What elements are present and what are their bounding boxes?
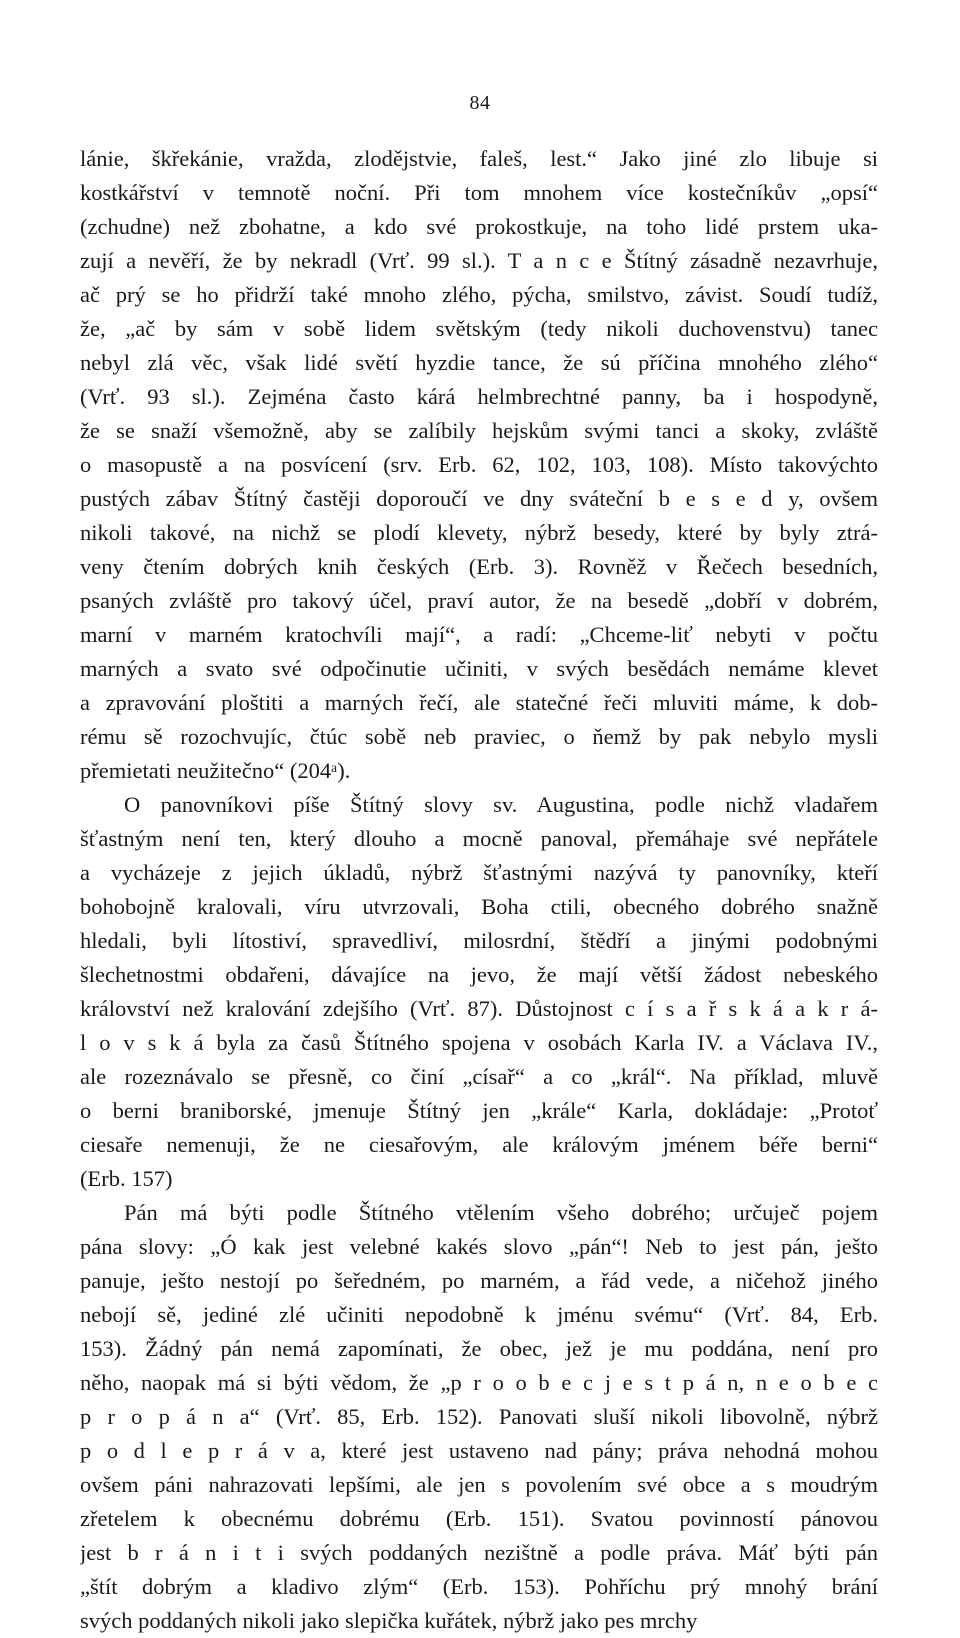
text-line: pustých zábav Štítný častěji doporoučí ve dny sváteční b e s e d y, ovšem xyxy=(80,486,878,511)
text-line: ciesaře nemenuji, že ne ciesařovým, ale královým jménem béře berni“ xyxy=(80,1132,878,1157)
text-line: zují a nevěří, že by nekradl (Vrť. 99 sl.). T a n c e Štítný zásadně nezavrhuje, xyxy=(80,248,878,273)
text-line: ale rozeznávalo se přesně, co činí „císař“ a co „král“. Na příklad, mluvě xyxy=(80,1064,878,1089)
text-line: zřetelem k obecnému dobrému (Erb. 151). Svatou povinností pánovou xyxy=(80,1506,878,1531)
text-line: šťastným není ten, který dlouho a mocně panoval, přemáhaje své nepřátele xyxy=(80,826,878,851)
text-line: (zchudne) než zbohatne, a kdo své prokostkuje, na toho lidé prstem uka- xyxy=(80,214,878,239)
text-line: 153). Žádný pán nemá zapomínati, že obec, jež je mu poddána, není pro xyxy=(80,1336,878,1361)
text-line: nebyl zlá věc, však lidé světí hyzdie tance, že sú příčina mnohého zlého“ xyxy=(80,350,878,375)
text-line: Pán má býti podle Štítného vtělením všeho dobrého; určuječ pojem xyxy=(124,1200,878,1225)
text-line: veny čtením dobrých knih českých (Erb. 3). Rovněž v Řečech besedních, xyxy=(80,554,878,579)
text-line: že, „ač by sám v sobě lidem světským (tedy nikoli duchovenstvu) tanec xyxy=(80,316,878,341)
text-line: (Erb. 157) xyxy=(80,1166,173,1191)
paragraph xyxy=(80,1196,878,1638)
text-line: p o d l e p r á v a, které jest ustaveno nad pány; práva nehodná mohou xyxy=(80,1438,878,1463)
text-line: l o v s k á byla za časů Štítného spojena v osobách Karla IV. a Václava IV., xyxy=(80,1030,878,1055)
body-text xyxy=(80,142,878,1638)
paragraph xyxy=(80,142,878,788)
text-line: marní v marném kratochvíli mají“, a radí: „Chceme-liť nebyti v počtu xyxy=(80,622,878,647)
text-line: „štít dobrým a kladivo zlým“ (Erb. 153). Pohříchu prý mnohý brání xyxy=(80,1574,878,1599)
text-line: rému sě rozochvujíc, čtúc sobě neb praviec, o ňemž by pak nebylo mysli xyxy=(80,724,878,749)
text-line: ač prý se ho přidrží také mnoho zlého, pýcha, smilstvo, závist. Soudí tudíž, xyxy=(80,282,878,307)
text-line: že se snaží všemožně, aby se zalíbily hejskům svými tanci a skoky, zvláště xyxy=(80,418,878,443)
text-line: království než kralování zdejšího (Vrť. 87). Důstojnost c í s a ř s k á a k r á- xyxy=(80,996,878,1021)
text-line: nikoli takové, na nichž se plodí klevety, nýbrž besedy, které by byly ztrá- xyxy=(80,520,878,545)
text-line: ovšem páni nahrazovati lepšími, ale jen s povolením své obce a s moudrým xyxy=(80,1472,878,1497)
text-line: nebojí sě, jediné zlé učiniti nepodobně k jménu svému“ (Vrť. 84, Erb. xyxy=(80,1302,878,1327)
text-line: přemietati neužitečno“ (204ᵃ). xyxy=(80,758,351,783)
text-line: p r o p á n a“ (Vrť. 85, Erb. 152). Panovati sluší nikoli libovolně, nýbrž xyxy=(80,1404,878,1429)
text-line: bohobojně kralovali, víru utvrzovali, Boha ctili, obecného dobrého snažně xyxy=(80,894,878,919)
paragraph xyxy=(80,788,878,1196)
text-line: lánie, škřekánie, vražda, zlodějstvie, faleš, lest.“ Jako jiné zlo libuje si xyxy=(80,146,878,171)
text-line: marných a svato své odpočinutie učiniti, v svých besědách nemáme klevet xyxy=(80,656,878,681)
text-line: svých poddaných nikoli jako slepička kuřátek, nýbrž jako pes mrchy xyxy=(80,1608,698,1633)
text-line: O panovníkovi píše Štítný slovy sv. Augustina, podle nichž vladařem xyxy=(124,792,878,817)
text-line: pána slovy: „Ó kak jest velebné kakés slovo „pán“! Neb to jest pán, ješto xyxy=(80,1234,878,1259)
text-line: něho, naopak má si býti vědom, že „p r o o b e c j e s t p á n, n e o b e c xyxy=(80,1370,878,1395)
text-line: o masopustě a na posvícení (srv. Erb. 62, 102, 103, 108). Místo takovýchto xyxy=(80,452,878,477)
text-line: jest b r á n i t i svých poddaných nezištně a podle práva. Máť býti pán xyxy=(80,1540,878,1565)
text-line: (Vrť. 93 sl.). Zejména často kárá helmbrechtné panny, ba i hospodyně, xyxy=(80,384,878,409)
text-line: kostkářství v temnotě noční. Při tom mnohem více kostečníkův „opsí“ xyxy=(80,180,878,205)
text-line: a zpravování ploštiti a marných řečí, ale statečné řeči mluviti máme, k dob- xyxy=(80,690,878,715)
text-line: psaných zvláště pro takový účel, praví autor, že na besedě „dobří v dobrém, xyxy=(80,588,878,613)
text-line: o berni braniborské, jmenuje Štítný jen „krále“ Karla, dokládaje: „Protoť xyxy=(80,1098,878,1123)
text-line: hledali, byli lítostiví, spravedliví, milosrdní, štědří a jinými podobnými xyxy=(80,928,878,953)
text-line: a vycházeje z jejich úkladů, nýbrž šťastnými nazývá ty panovníky, kteří xyxy=(80,860,878,885)
text-line: panuje, ješto nestojí po šeředném, po marném, a řád vede, a ničehož jiného xyxy=(80,1268,878,1293)
text-line: šlechetnostmi obdařeni, dávajíce na jevo, že mají větší žádost nebeského xyxy=(80,962,878,987)
page-number: 84 xyxy=(469,92,491,114)
